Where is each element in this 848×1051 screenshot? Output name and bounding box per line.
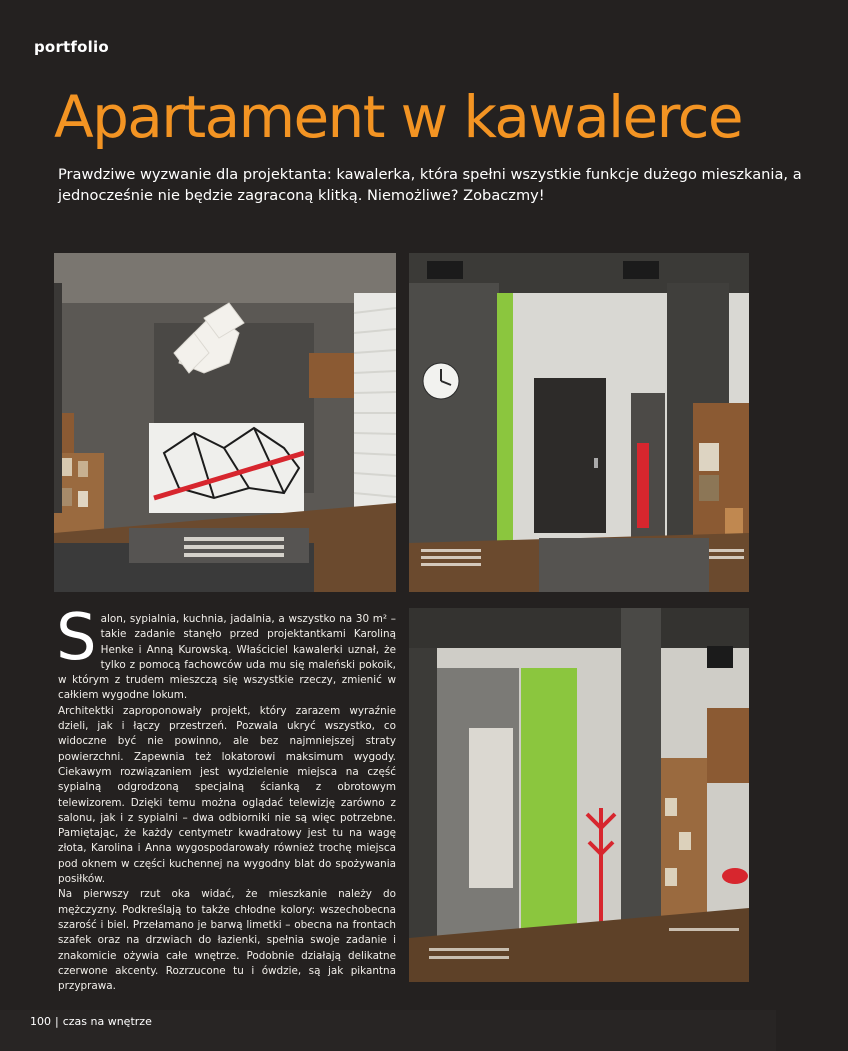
section-label: portfolio: [34, 38, 109, 56]
interior-photo-bedroom: [54, 253, 396, 592]
interior-photo-hallway: [409, 253, 749, 592]
page-footer: [30, 1015, 152, 1028]
article-paragraph-1: Salon, sypialnia, kuchnia, jadalnia, a wszystko na 30 m² – takie zadanie stanęło przed projektantkami Karoliną Henke i Anną Kurowską. Właściciel kawalerki uznał, że tylko z pomocą fachowców uda mu się maleński pokoik, w którym z trudem mieszczą się wszystkie rzeczy, zmienić w całkiem wygodne lokum.: [56, 601, 396, 702]
dropcap: S: [56, 601, 97, 675]
footer-separator: |: [55, 1015, 59, 1028]
article-lead: Prawdziwe wyzwanie dla projektanta: kawalerka, która spełni wszystkie funkcje dużego mieszkania, a jednocześnie nie będzie zagraconą klitką. Niemożliwe? Zobaczmy!: [58, 166, 802, 204]
interior-photo-corridor: [409, 608, 749, 982]
article-paragraph-3: Na pierwszy rzut oka widać, że mieszkanie należy do mężczyzny. Podkreślają to także chłodne kolory: wszechobecna szarość i biel. Przełamano je barwą limetki – obecna na frontach szafek oraz na drzwiach do łazienki, spełnia swoje zadanie i znakomicie ożywia całe wnętrze. Podobnie działają delikatne czerwone akcenty. Rozrzucone tu i ówdzie, są jak pikantna przyprawa.: [58, 888, 396, 993]
article-title: Apartament w kawalerce: [54, 83, 742, 151]
article-body: [56, 601, 396, 994]
article-paragraph-2: Architektki zaproponowały projekt, który zarazem wyraźnie dzieli, jak i łączy przestrzeń. Pozwala ukryć wszystko, co widoczne być nie powinno, ale bez najmniejszej straty powierzchni. Zapewnia też lokatorowi maksimum wygody. Ciekawym rozwiązaniem jest wydzielenie miejsca na część sypialną odgrodzoną specjalną ścianką z obrotowym telewizorem. Dzięki temu można oglądać telewizję zarówno z salonu, jak i z sypialni – dwa odbiorniki nie są więc potrzebne. Pamiętając, że każdy centymetr kwadratowy jest tu na wagę złota, Karolina i Anna wygospodarowały również trochę miejsca pod oknem w części kuchennej na wygodny blat do spożywania posiłków.: [58, 704, 396, 886]
page-number: 100: [30, 1015, 51, 1028]
magazine-name: czas na wnętrze: [62, 1015, 152, 1028]
